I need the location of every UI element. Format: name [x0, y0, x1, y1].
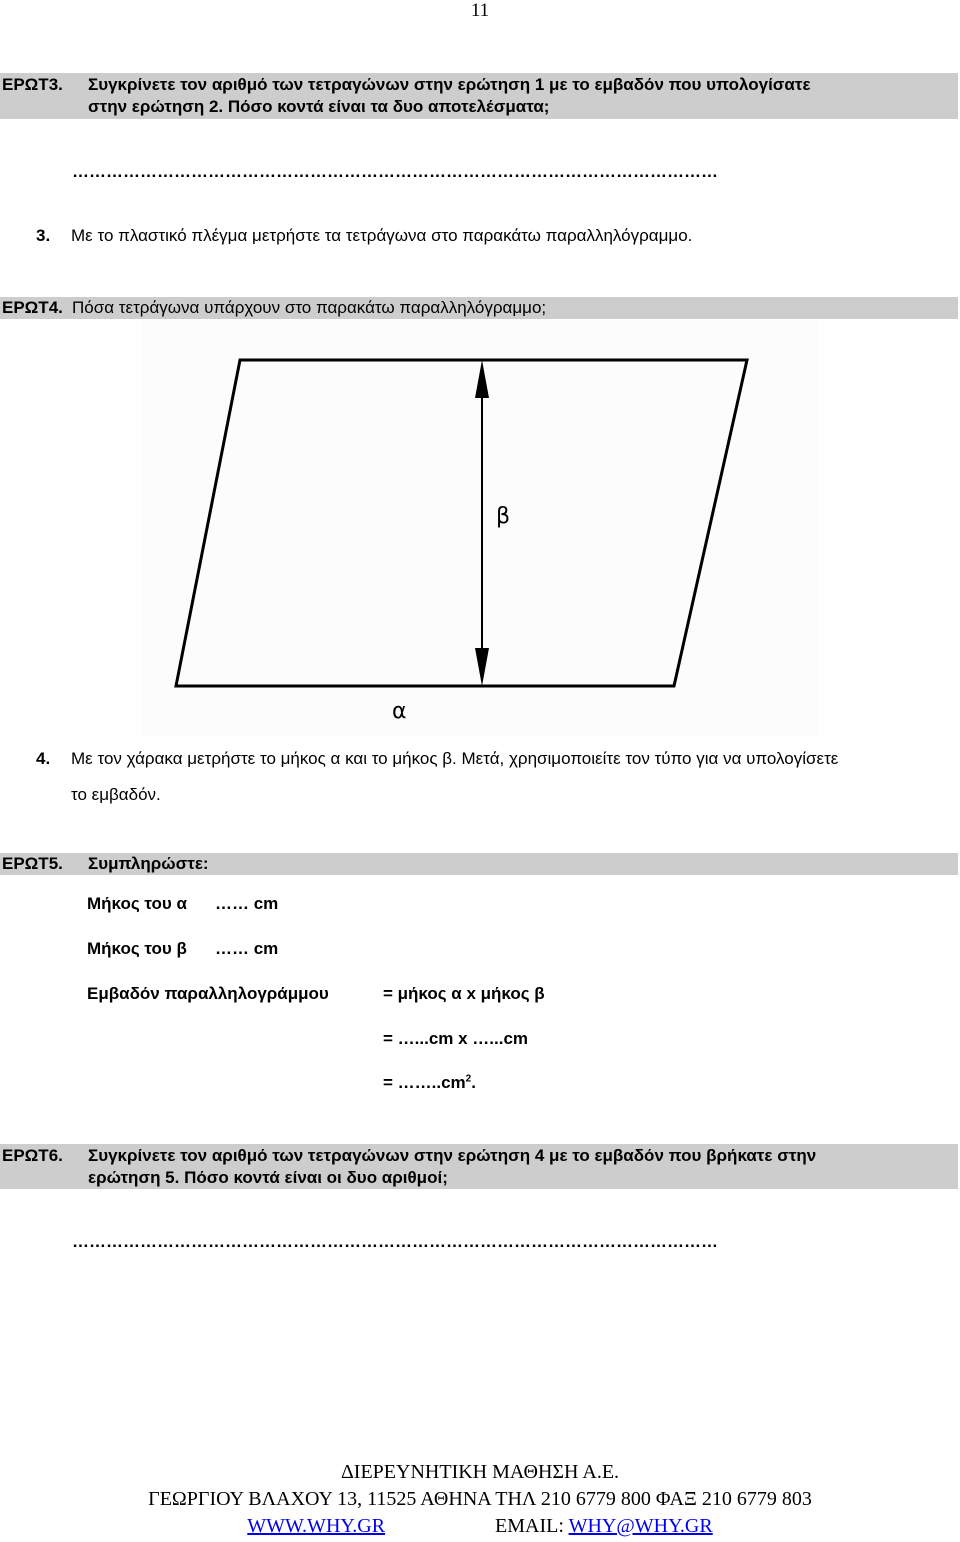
question-3-line-2: στην ερώτηση 2. Πόσο κοντά είναι τα δυο αποτελέσματα;	[88, 97, 550, 116]
length-a-label: Μήκος του α	[87, 894, 187, 913]
step-3-text: Με το πλαστικό πλέγμα μετρήστε τα τετράγωνα στο παρακάτω παραλληλόγραμμο.	[71, 226, 693, 245]
step-3	[36, 226, 693, 246]
area-result-end: .	[471, 1073, 476, 1092]
question-4-label: ΕΡΩΤ4.	[2, 298, 63, 317]
website-link[interactable]: WWW.WHY.GR	[247, 1515, 386, 1537]
question-5-text: Συμπληρώστε:	[88, 854, 209, 873]
step-3-number: 3.	[36, 226, 51, 245]
parallelogram-diagram	[141, 320, 819, 736]
question-6-line-1: Συγκρίνετε τον αριθμό των τετραγώνων στην ερώτηση 4 με το εμβαδόν που βρήκατε στην	[88, 1146, 817, 1165]
area-formula-step-2: = …...cm x …...cm	[383, 1029, 529, 1048]
question-6-bar	[0, 1144, 958, 1189]
question-4-bar	[0, 297, 958, 319]
step-4-number: 4.	[36, 749, 51, 768]
height-arrow-head-top	[475, 360, 489, 398]
height-arrow-head-bottom	[475, 648, 489, 686]
question-3-label: ΕΡΩΤ3.	[2, 75, 63, 94]
question-5-bar	[0, 853, 958, 875]
parallelogram-shape	[176, 360, 747, 686]
area-result: = ……..cm	[383, 1073, 466, 1092]
page-number: 11	[470, 0, 490, 21]
step-4	[36, 749, 956, 769]
question-6-answer-line: ……………………………………………………………………………………………………	[72, 1232, 718, 1251]
step-4-line-1: Με τον χάρακα μετρήστε το μήκος α και το μήκος β. Μετά, χρησιμοποιείτε τον τύπο για να υπολογίσετε	[71, 749, 839, 768]
base-label: α	[392, 699, 407, 724]
height-label: β	[496, 504, 511, 529]
email-link[interactable]: WHY@WHY.GR	[568, 1515, 713, 1537]
question-4-text: Πόσα τετράγωνα υπάρχουν στο παρακάτω παραλληλόγραμμο;	[72, 298, 547, 317]
length-b-label: Μήκος του β	[87, 939, 187, 958]
length-a-value: …… cm	[215, 894, 279, 913]
footer-organization: ΔΙΕΡΕΥΝΗΤΙΚΗ ΜΑΘΗΣΗ Α.Ε.	[340, 1461, 620, 1483]
area-label: Εμβαδόν παραλληλογράμμου	[87, 984, 329, 1003]
footer-address: ΓΕΩΡΓΙΟΥ ΒΛΑΧΟΥ 13, 11525 ΑΘΗΝΑ ΤΗΛ 210 6779 800 ΦΑΞ 210 6779 803	[148, 1488, 812, 1510]
area-formula: = μήκος α x μήκος β	[383, 984, 545, 1003]
area-formula-step-3	[383, 1073, 476, 1093]
question-5-label: ΕΡΩΤ5.	[2, 854, 63, 873]
question-3-line-1: Συγκρίνετε τον αριθμό των τετραγώνων στην ερώτηση 1 με το εμβαδόν που υπολογίσατε	[88, 75, 811, 94]
question-3-bar	[0, 73, 958, 119]
step-4-line-2: το εμβαδόν.	[71, 785, 161, 804]
question-3-answer-line: ……………………………………………………………………………………………………	[72, 162, 718, 181]
email-label: EMAIL:	[495, 1515, 564, 1537]
parallelogram-figure	[141, 320, 819, 736]
footer-contact	[0, 1515, 960, 1538]
question-6-label: ΕΡΩΤ6.	[2, 1146, 63, 1165]
length-b-value: …… cm	[215, 939, 279, 958]
question-6-line-2: ερώτηση 5. Πόσο κοντά είναι οι δυο αριθμοί;	[88, 1168, 448, 1187]
area-unit-exponent: 2	[465, 1073, 472, 1085]
